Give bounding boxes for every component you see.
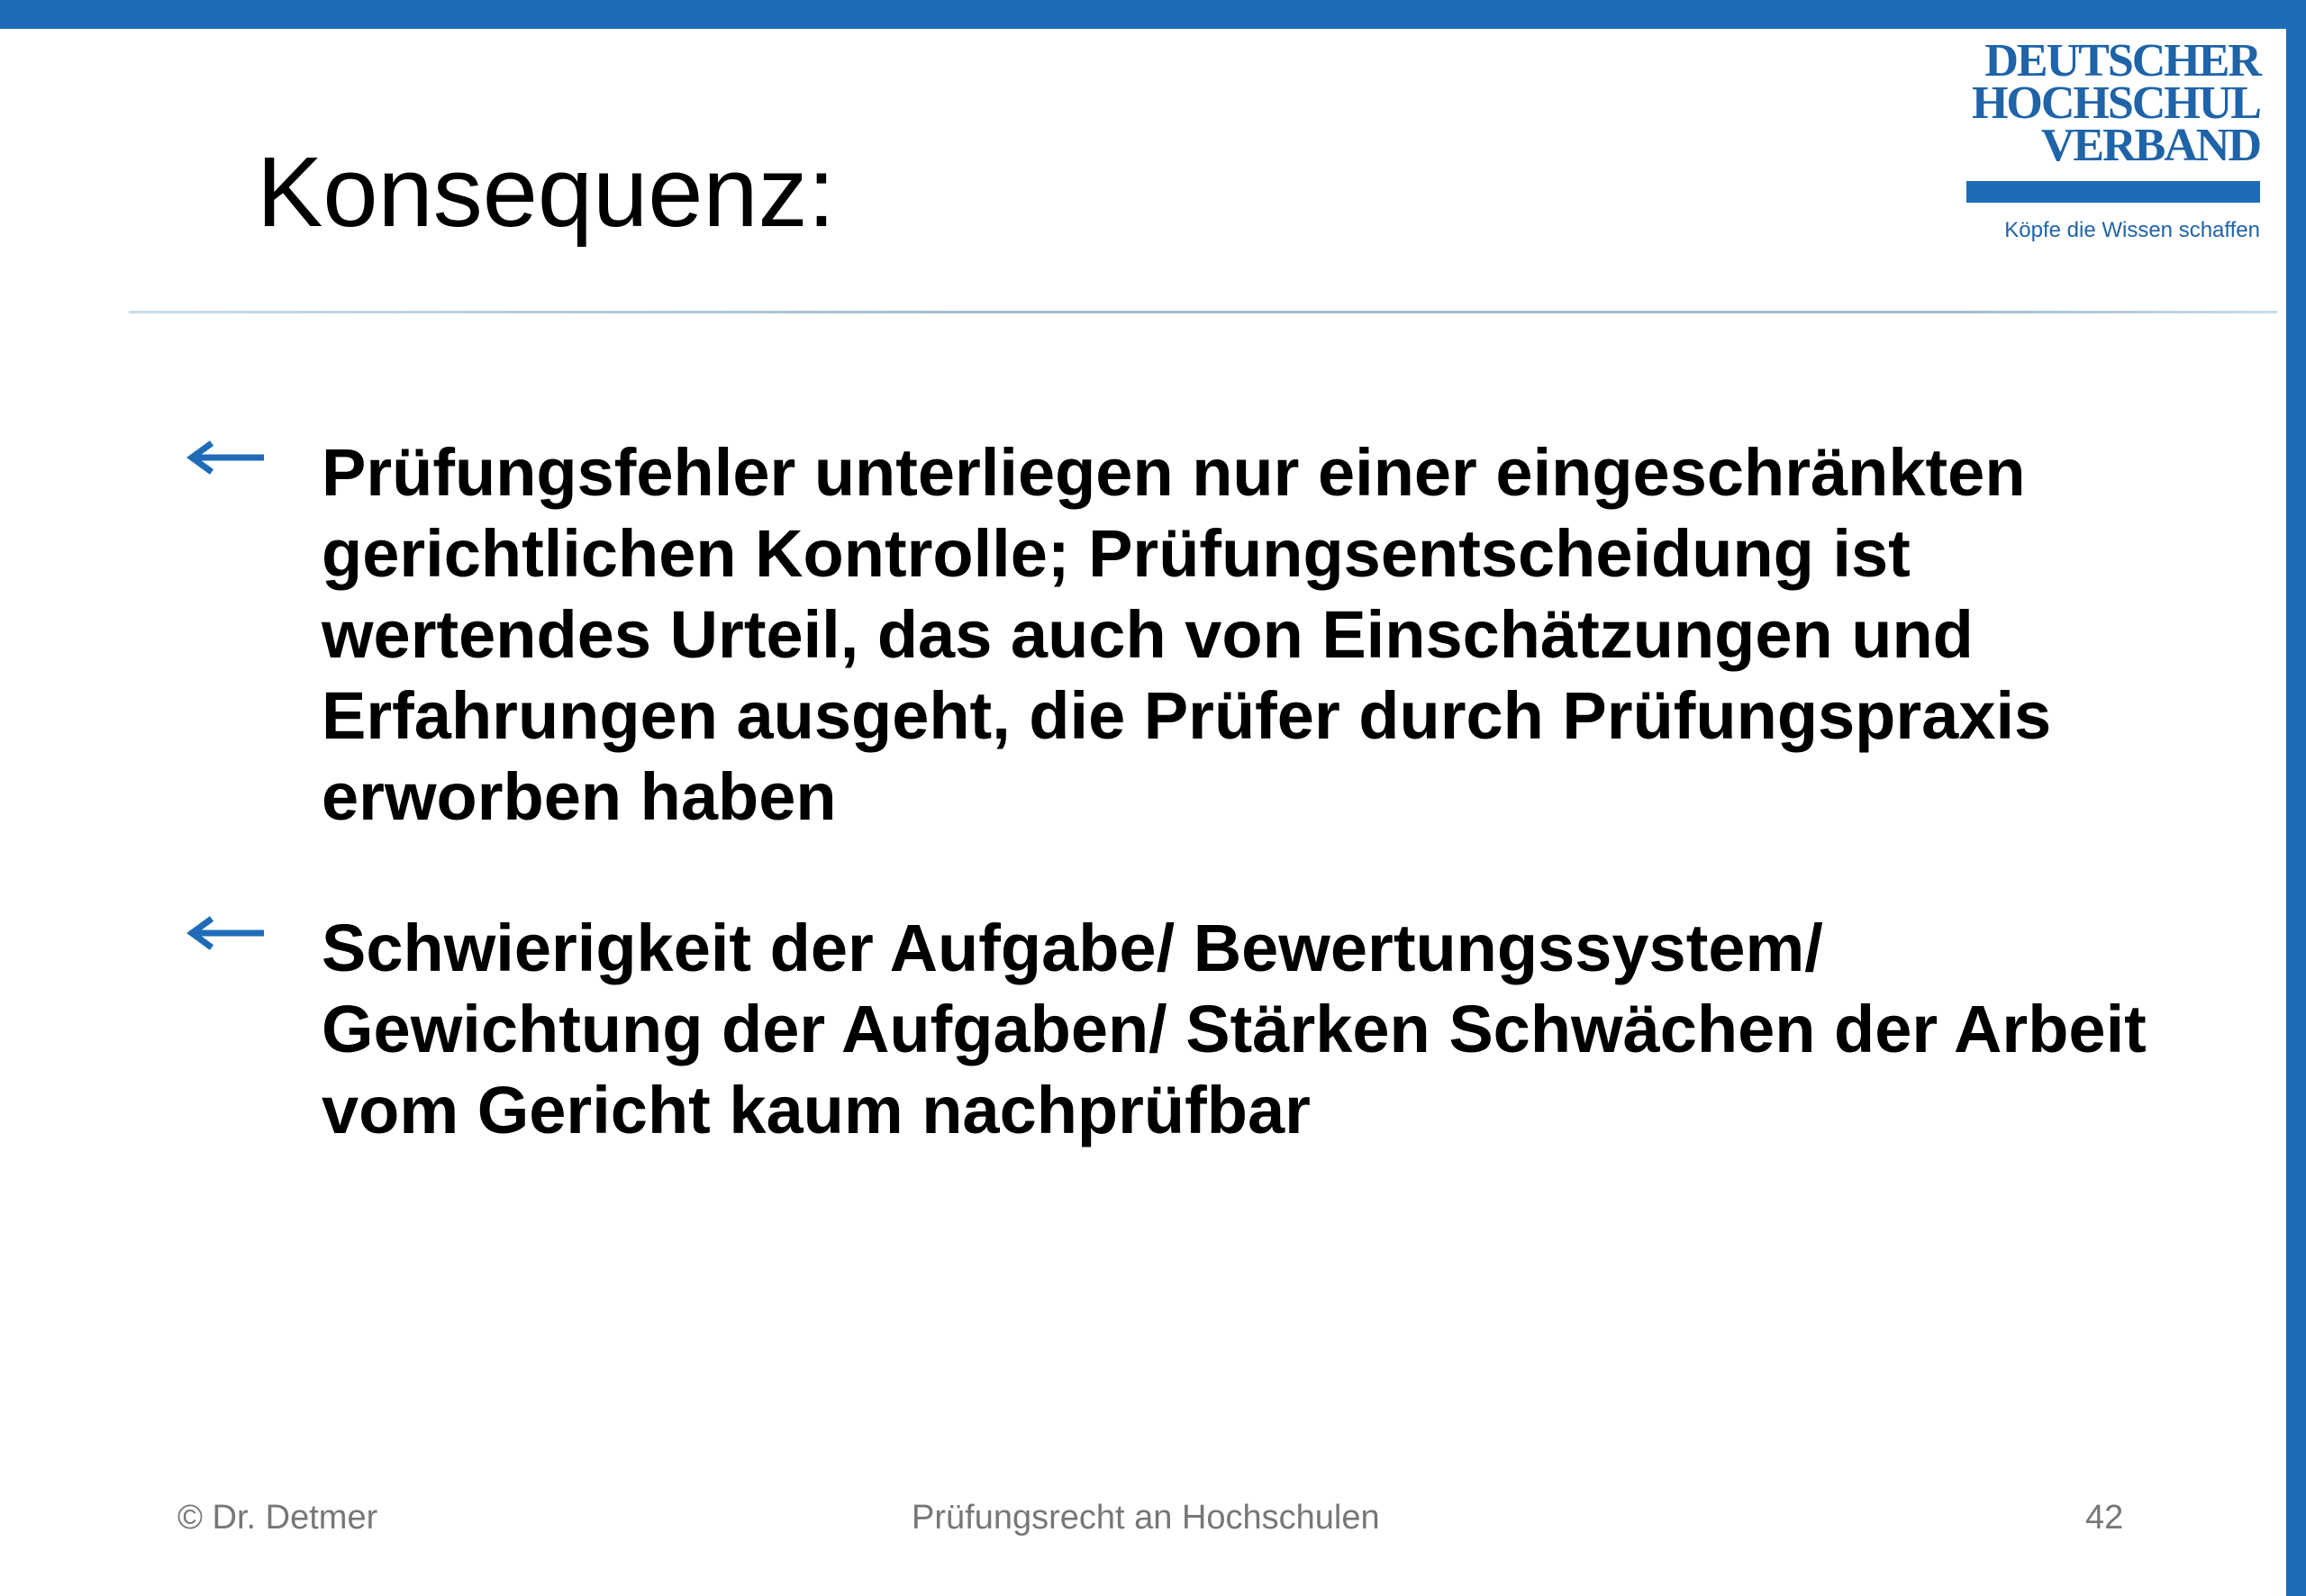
logo-bar bbox=[1966, 181, 2260, 203]
logo-line-2: HOCHSCHUL bbox=[1971, 77, 2260, 129]
footer-author: © Dr. Detmer bbox=[177, 1499, 378, 1537]
logo-tagline: Köpfe die Wissen schaffen bbox=[2004, 218, 2260, 242]
page-number: 42 bbox=[2085, 1499, 2124, 1537]
bullet-text: Schwierigkeit der Aufgabe/ Bewertungssystem/ Gewichtung der Aufgaben/ Stärken Schwächen der Arbeit vom Gericht kaum nachprüfbar bbox=[322, 911, 2147, 1147]
dhv-logo bbox=[1963, 35, 2260, 256]
footer-title: Prüfungsrecht an Hochschulen bbox=[912, 1499, 1380, 1537]
arrow-left-icon bbox=[185, 440, 266, 476]
arrow-left-icon bbox=[185, 915, 266, 951]
top-accent-bar bbox=[0, 0, 2306, 29]
right-accent-bar bbox=[2286, 0, 2306, 1596]
bullet-text: Prüfungsfehler unterliegen nur einer eingeschränkten gerichtlichen Kontrolle; Prüfungsentscheidung ist wertendes Urteil, das auch von Einschätzungen und Erfahrungen ausgeht, die Prüfer durch Prüfungspraxis erworben haben bbox=[322, 435, 2052, 834]
logo-wordmark bbox=[1971, 35, 2260, 171]
title-divider bbox=[129, 311, 2277, 313]
slide-title: Konsequenz: bbox=[257, 137, 836, 248]
logo-line-3: VERBAND bbox=[2040, 120, 2260, 171]
logo-line-1: DEUTSCHER bbox=[1984, 35, 2260, 86]
